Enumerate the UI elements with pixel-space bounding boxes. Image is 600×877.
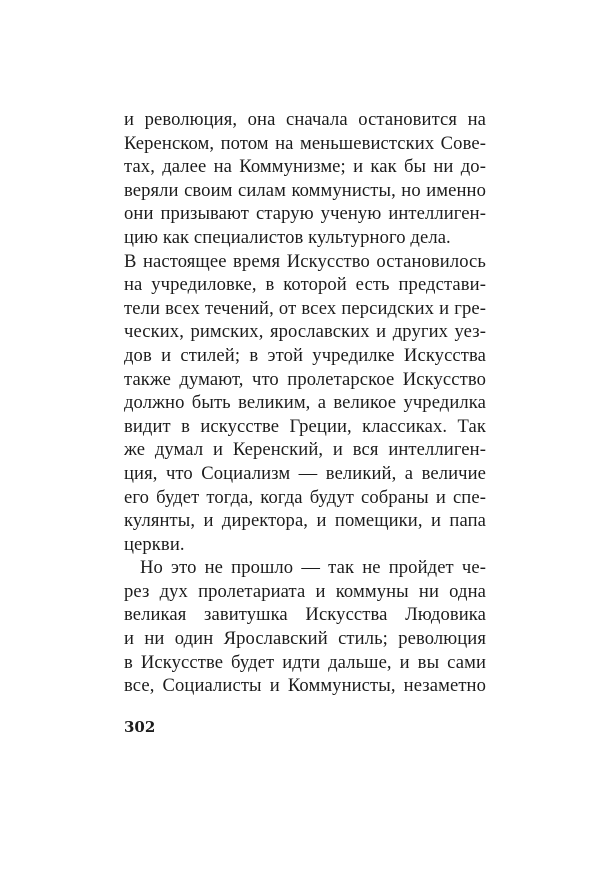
text-line: ция, что Социализм — великий, а величие	[124, 462, 486, 484]
text-line: ческих, римских, ярославских и других уез-	[124, 321, 486, 343]
text-line: дов и стилей; в этой учредилке Искусства	[124, 344, 486, 366]
text-line: же думал и Керенский, и вся интеллиген-	[124, 439, 486, 461]
text-line: великая завитушка Искусства Людовика	[124, 604, 486, 626]
text-line: и революция, она сначала остановится на	[124, 109, 486, 130]
text-line: рез дух пролетариата и коммуны ни одна	[124, 580, 486, 602]
page-number: 302	[124, 718, 156, 736]
text-line: кулянты, и директора, и помещики, и папа	[124, 510, 486, 532]
text-line: церкви.	[124, 533, 185, 555]
text-line: и ни один Ярославский стиль; революция	[124, 628, 486, 650]
text-line: Керенском, потом на меньшевистских Сове-	[124, 132, 486, 154]
text-line: его будет тогда, когда будут собраны и спе-	[124, 486, 486, 508]
text-line: тах, далее на Коммунизме; и как бы ни до-	[124, 156, 486, 178]
text-line: тели всех течений, от всех персидских и гре-	[124, 297, 486, 319]
text-line: они призывают старую ученую интеллиген-	[124, 203, 486, 225]
text-line: Но это не прошло — так не пройдет че-	[140, 557, 486, 579]
text-line: также думают, что пролетарское Искусство	[124, 368, 486, 390]
text-line: веряли своим силам коммунисты, но именно	[124, 179, 486, 201]
text-line: все, Социалисты и Коммунисты, незаметно	[124, 675, 486, 697]
body-text	[124, 108, 486, 698]
text-line: на учредиловке, в которой есть представи-	[124, 274, 486, 296]
text-line: В настоящее время Искусство остановилось	[124, 250, 486, 272]
text-line: цию как специалистов культурного дела.	[124, 226, 451, 248]
text-line: должно быть великим, а великое учредилка	[124, 392, 486, 414]
text-line: в Искусстве будет идти дальше, и вы сами	[124, 651, 486, 673]
text-line: видит в искусстве Греции, классиках. Так	[124, 415, 486, 437]
